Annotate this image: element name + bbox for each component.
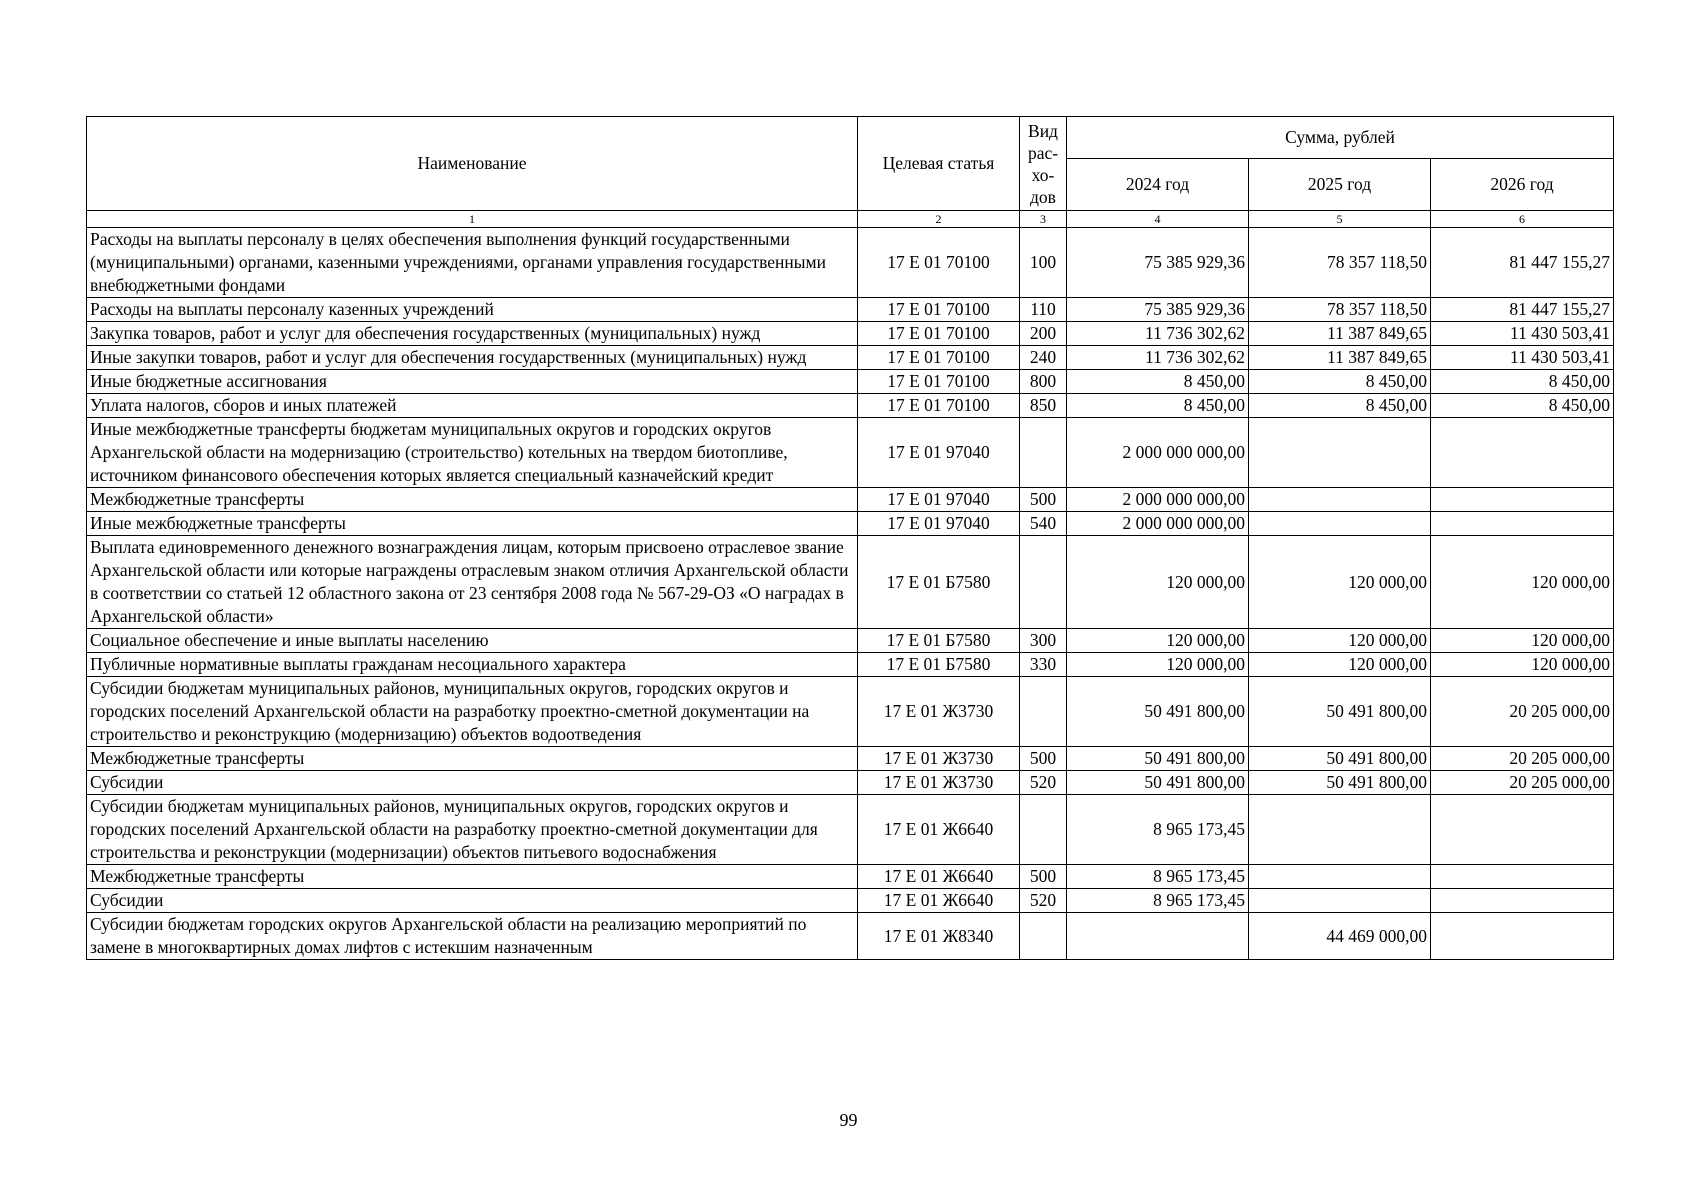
row-sum-2026 [1431, 488, 1614, 512]
row-sum-2025: 78 357 118,50 [1249, 298, 1431, 322]
table-row [87, 865, 1614, 889]
column-number: 4 [1067, 211, 1249, 228]
row-sum-2026: 81 447 155,27 [1431, 298, 1614, 322]
table-row [87, 394, 1614, 418]
row-sum-2026: 20 205 000,00 [1431, 771, 1614, 795]
row-sum-2026: 120 000,00 [1431, 629, 1614, 653]
row-target-article: 17 Е 01 Ж3730 [858, 771, 1020, 795]
row-sum-2024: 8 450,00 [1067, 394, 1249, 418]
row-sum-2026: 20 205 000,00 [1431, 747, 1614, 771]
row-name: Межбюджетные трансферты [87, 865, 858, 889]
row-expense-kind [1020, 418, 1067, 488]
row-expense-kind: 300 [1020, 629, 1067, 653]
row-sum-2025: 8 450,00 [1249, 394, 1431, 418]
row-target-article: 17 Е 01 70100 [858, 228, 1020, 298]
table-row [87, 322, 1614, 346]
row-sum-2024: 50 491 800,00 [1067, 747, 1249, 771]
table-row [87, 771, 1614, 795]
column-number: 2 [858, 211, 1020, 228]
row-expense-kind: 540 [1020, 512, 1067, 536]
row-sum-2025: 120 000,00 [1249, 629, 1431, 653]
row-sum-2025 [1249, 795, 1431, 865]
table-row [87, 653, 1614, 677]
row-sum-2025: 50 491 800,00 [1249, 771, 1431, 795]
row-sum-2025: 120 000,00 [1249, 536, 1431, 629]
row-target-article: 17 Е 01 97040 [858, 488, 1020, 512]
row-sum-2025: 78 357 118,50 [1249, 228, 1431, 298]
row-expense-kind [1020, 913, 1067, 960]
row-sum-2026 [1431, 913, 1614, 960]
row-sum-2025: 11 387 849,65 [1249, 322, 1431, 346]
row-name: Межбюджетные трансферты [87, 488, 858, 512]
row-name: Субсидии бюджетам городских округов Архангельской области на реализацию мероприятий по замене в многоквартирных домах лифтов с истекшим назначенным [87, 913, 858, 960]
table-row [87, 298, 1614, 322]
row-expense-kind: 850 [1020, 394, 1067, 418]
header-expense-kind: Вид рас- хо- дов [1020, 117, 1067, 211]
row-sum-2026: 81 447 155,27 [1431, 228, 1614, 298]
row-sum-2024: 75 385 929,36 [1067, 298, 1249, 322]
row-sum-2024: 50 491 800,00 [1067, 677, 1249, 747]
row-sum-2026 [1431, 795, 1614, 865]
row-name: Иные бюджетные ассигнования [87, 370, 858, 394]
table-row [87, 228, 1614, 298]
row-sum-2026: 120 000,00 [1431, 536, 1614, 629]
table-row [87, 418, 1614, 488]
row-name: Субсидии [87, 771, 858, 795]
row-sum-2024: 8 965 173,45 [1067, 889, 1249, 913]
table-row [87, 370, 1614, 394]
row-target-article: 17 Е 01 Б7580 [858, 653, 1020, 677]
row-sum-2024: 120 000,00 [1067, 536, 1249, 629]
row-sum-2025 [1249, 488, 1431, 512]
row-target-article: 17 Е 01 70100 [858, 394, 1020, 418]
row-target-article: 17 Е 01 97040 [858, 418, 1020, 488]
row-name: Публичные нормативные выплаты гражданам несоциального характера [87, 653, 858, 677]
row-target-article: 17 Е 01 70100 [858, 322, 1020, 346]
row-sum-2025: 50 491 800,00 [1249, 677, 1431, 747]
row-name: Социальное обеспечение и иные выплаты населению [87, 629, 858, 653]
table-header [87, 117, 1614, 228]
row-sum-2025 [1249, 512, 1431, 536]
table-row [87, 913, 1614, 960]
row-target-article: 17 Е 01 Ж6640 [858, 865, 1020, 889]
row-expense-kind: 100 [1020, 228, 1067, 298]
row-expense-kind [1020, 677, 1067, 747]
table-row [87, 488, 1614, 512]
row-target-article: 17 Е 01 70100 [858, 346, 1020, 370]
row-sum-2025: 44 469 000,00 [1249, 913, 1431, 960]
row-name: Субсидии [87, 889, 858, 913]
row-expense-kind: 110 [1020, 298, 1067, 322]
row-expense-kind: 200 [1020, 322, 1067, 346]
row-sum-2026: 20 205 000,00 [1431, 677, 1614, 747]
row-expense-kind: 800 [1020, 370, 1067, 394]
row-sum-2025: 11 387 849,65 [1249, 346, 1431, 370]
row-expense-kind: 500 [1020, 865, 1067, 889]
row-expense-kind: 240 [1020, 346, 1067, 370]
table-row [87, 536, 1614, 629]
row-name: Иные закупки товаров, работ и услуг для обеспечения государственных (муниципальных) нужд [87, 346, 858, 370]
page-number: 99 [839, 1110, 858, 1130]
table-row [87, 747, 1614, 771]
row-expense-kind: 500 [1020, 488, 1067, 512]
header-sum: Сумма, рублей [1067, 117, 1614, 159]
row-target-article: 17 Е 01 70100 [858, 370, 1020, 394]
row-sum-2024: 8 450,00 [1067, 370, 1249, 394]
row-sum-2026: 11 430 503,41 [1431, 322, 1614, 346]
row-name: Уплата налогов, сборов и иных платежей [87, 394, 858, 418]
row-sum-2026: 8 450,00 [1431, 394, 1614, 418]
row-name: Расходы на выплаты персоналу в целях обеспечения выполнения функций государственными (муниципальными) органами, казенными учреждениями, органами управления государственными внебюджетными фондами [87, 228, 858, 298]
row-name: Межбюджетные трансферты [87, 747, 858, 771]
row-sum-2026: 120 000,00 [1431, 653, 1614, 677]
row-name: Иные межбюджетные трансферты [87, 512, 858, 536]
row-expense-kind [1020, 536, 1067, 629]
row-sum-2026: 11 430 503,41 [1431, 346, 1614, 370]
row-target-article: 17 Е 01 70100 [858, 298, 1020, 322]
row-target-article: 17 Е 01 Б7580 [858, 629, 1020, 653]
header-target-article: Целевая статья [858, 117, 1020, 211]
header-year-2026: 2026 год [1431, 159, 1614, 211]
row-sum-2024: 11 736 302,62 [1067, 346, 1249, 370]
column-numbers-row [87, 211, 1614, 228]
row-sum-2024: 8 965 173,45 [1067, 865, 1249, 889]
table-row [87, 677, 1614, 747]
header-year-2024: 2024 год [1067, 159, 1249, 211]
row-sum-2026: 8 450,00 [1431, 370, 1614, 394]
row-target-article: 17 Е 01 97040 [858, 512, 1020, 536]
row-target-article: 17 Е 01 Ж3730 [858, 747, 1020, 771]
column-number: 3 [1020, 211, 1067, 228]
row-expense-kind: 520 [1020, 889, 1067, 913]
row-name: Выплата единовременного денежного вознаграждения лицам, которым присвоено отраслевое звание Архангельской области или которые награждены отраслевым знаком отличия Архангельской области в соответствии со статьей 12 областного закона от 23 сентября 2008 года № 567-29-ОЗ «О наградах в Архангельской области» [87, 536, 858, 629]
budget-table [86, 116, 1614, 960]
row-sum-2024: 120 000,00 [1067, 629, 1249, 653]
row-sum-2024: 50 491 800,00 [1067, 771, 1249, 795]
row-sum-2024: 2 000 000 000,00 [1067, 488, 1249, 512]
row-sum-2025: 8 450,00 [1249, 370, 1431, 394]
row-target-article: 17 Е 01 Ж6640 [858, 795, 1020, 865]
row-name: Субсидии бюджетам муниципальных районов, муниципальных округов, городских округов и городских поселений Архангельской области на разработку проектно-сметной документации для строительства и реконструкции (модернизации) объектов питьевого водоснабжения [87, 795, 858, 865]
row-expense-kind: 520 [1020, 771, 1067, 795]
row-expense-kind: 500 [1020, 747, 1067, 771]
row-target-article: 17 Е 01 Ж8340 [858, 913, 1020, 960]
table-row [87, 346, 1614, 370]
table-body [87, 228, 1614, 960]
header-year-2025: 2025 год [1249, 159, 1431, 211]
row-target-article: 17 Е 01 Ж3730 [858, 677, 1020, 747]
row-target-article: 17 Е 01 Б7580 [858, 536, 1020, 629]
row-sum-2026 [1431, 865, 1614, 889]
row-sum-2024: 120 000,00 [1067, 653, 1249, 677]
row-sum-2025 [1249, 889, 1431, 913]
row-sum-2025 [1249, 418, 1431, 488]
row-sum-2026 [1431, 889, 1614, 913]
row-sum-2026 [1431, 512, 1614, 536]
row-name: Иные межбюджетные трансферты бюджетам муниципальных округов и городских округов Архангельской области на модернизацию (строительство) котельных на твердом биотопливе, источником финансового обеспечения которых является специальный казначейский кредит [87, 418, 858, 488]
row-sum-2024: 2 000 000 000,00 [1067, 418, 1249, 488]
row-name: Расходы на выплаты персоналу казенных учреждений [87, 298, 858, 322]
row-sum-2025: 50 491 800,00 [1249, 747, 1431, 771]
row-sum-2024: 8 965 173,45 [1067, 795, 1249, 865]
row-name: Закупка товаров, работ и услуг для обеспечения государственных (муниципальных) нужд [87, 322, 858, 346]
row-name: Субсидии бюджетам муниципальных районов, муниципальных округов, городских округов и городских поселений Архангельской области на разработку проектно-сметной документации на строительство и реконструкцию (модернизацию) объектов водоотведения [87, 677, 858, 747]
row-sum-2026 [1431, 418, 1614, 488]
table-row [87, 512, 1614, 536]
table-row [87, 889, 1614, 913]
table-row [87, 795, 1614, 865]
row-sum-2024: 75 385 929,36 [1067, 228, 1249, 298]
row-sum-2024: 2 000 000 000,00 [1067, 512, 1249, 536]
row-target-article: 17 Е 01 Ж6640 [858, 889, 1020, 913]
row-sum-2025 [1249, 865, 1431, 889]
column-number: 1 [87, 211, 858, 228]
table-row [87, 629, 1614, 653]
row-sum-2024: 11 736 302,62 [1067, 322, 1249, 346]
header-name: Наименование [87, 117, 858, 211]
column-number: 5 [1249, 211, 1431, 228]
row-sum-2024 [1067, 913, 1249, 960]
row-expense-kind [1020, 795, 1067, 865]
row-expense-kind: 330 [1020, 653, 1067, 677]
column-number: 6 [1431, 211, 1614, 228]
row-sum-2025: 120 000,00 [1249, 653, 1431, 677]
